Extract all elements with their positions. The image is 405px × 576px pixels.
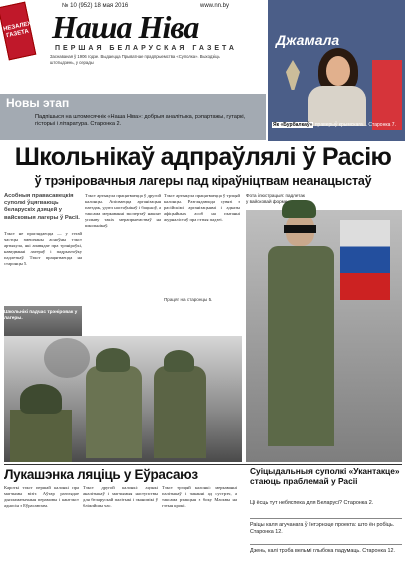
boy-caption: Фота ілюстрацыя: падлетак у вайсковай форме. bbox=[246, 193, 305, 204]
promo-caption bbox=[272, 122, 402, 128]
luk-column-1: Кароткі тэкст першай калонкі пра магчымы візіт. Аўтар разглядае дыпламатычныя перамовы і кантэкст адносін з Еўрасаюзам. bbox=[4, 485, 79, 508]
boy-figure bbox=[268, 246, 334, 446]
helmet-3 bbox=[20, 384, 62, 414]
main-column-3: Тэкст артыкула працягваецца ў трэцяй калонцы. Разглядаюцца сувязі з расійскімі арганізацыямі і адказы афіцыйных асоб на пытанні журналістаў пра гэтыя падзеі. bbox=[164, 193, 240, 222]
issue-number: № 10 (952) 18 мая 2016 bbox=[62, 3, 129, 9]
luk-column-2: Тэкст другой калонкі: ацэнкі аналітыкаў і магчымыя наступствы для беларускай палітыкі і эканомікі ў бліжэйшы час. bbox=[83, 485, 158, 508]
sidebar-item-2[interactable]: Раіцы каля агучанага ў Інтэрнэце проекта: што ён робіць. Старонка 12. bbox=[250, 522, 395, 535]
nova-subtitle: Падпішыся на штомесячнік «Наша Ніва»: добрыя аналітыка, рэпартажы, гутаркі, гісторыі і літаратура. Старонка 2. bbox=[35, 114, 246, 127]
promo-title: Джамала bbox=[276, 32, 340, 48]
singer-face bbox=[326, 56, 350, 86]
stamp-text: НЕЗАЛЕЖНАЯ ГАЗЕТА bbox=[2, 17, 47, 40]
newspaper-title: Наша Ніва bbox=[52, 9, 199, 45]
sidebar-divider-2 bbox=[250, 544, 402, 545]
luk-headline: Лукашэнка ляціць у Еўрасаюз bbox=[4, 467, 198, 482]
section-divider bbox=[4, 464, 402, 465]
luk-column-3: Тэкст трэцяй калонкі: меркаванні палітыкаў і чаканні ад сустрэч, а таксама рэакцыя з боку Масквы на гэтыя крокі. bbox=[162, 485, 237, 508]
russian-flag-graphic bbox=[340, 220, 390, 300]
soldier-figure-2 bbox=[154, 366, 206, 458]
promo-caption-lead: Як «Бурбалкаў» bbox=[273, 122, 313, 128]
flag-graphic bbox=[372, 60, 402, 130]
newspaper-tagline: ПЕРШАЯ БЕЛАРУСКАЯ ГАЗЕТА bbox=[55, 45, 237, 52]
sidebar-title: Суіцыдальныя суполкі «Укантакце» стаюць праблемай у Расіі bbox=[250, 466, 400, 486]
publisher-info: Заснаваная ў 1906 годзе. Выдаецца Прыватнае прадпрыемства «Суполка». Выходзіць штотыдзень, у серады bbox=[50, 54, 220, 65]
helmet-1 bbox=[96, 348, 130, 372]
singer-body bbox=[308, 86, 366, 126]
sidebar-divider-1 bbox=[250, 518, 402, 519]
small-photo-caption: Школьнікі падчас трэніровак у лагеры. bbox=[4, 310, 78, 321]
soldier-figure-1 bbox=[86, 366, 142, 458]
main-column-2: Тэкст артыкула працягваецца ў другой калонцы. Апісваецца арганізацыя паездак, удзел настаўнікаў і бацькоў, а таксама меркаванні экспертаў наконт уплыву такіх мерапрыемстваў на школьнікаў. bbox=[85, 193, 161, 228]
censor-bar bbox=[284, 225, 316, 233]
main-column-1: Тэкст не праглядаецца — у гэтай частцы змешчаны асноўны тэкст артыкула, які апавядае пра трэніроўкі, наведванні лагераў і падрыхтоўку падлеткаў. Тэкст працягваецца на старонцы 5. bbox=[4, 231, 82, 266]
sidebar-item-1[interactable]: Ці ёсць тут небяспека для Беларусі? Старонка 2. bbox=[250, 500, 374, 506]
main-lead: Асобныя правасавецкія суполкі ўцягваюць беларускіх дзяцей у вайсковыя лагеры ў Расіі. bbox=[4, 193, 80, 221]
site-link[interactable]: www.nn.by bbox=[200, 3, 230, 9]
main-subhead: ў трэніровачныя лагеры пад кіраўніцтвам неанацыстаў bbox=[34, 174, 372, 188]
soldier-figure-3 bbox=[10, 410, 72, 462]
continued-note: Працяг на старонцы 5. bbox=[164, 297, 213, 302]
helmet-2 bbox=[164, 350, 194, 372]
main-headline: Школьнікаў адпраўлялі ў Расію bbox=[14, 143, 392, 171]
tree-graphic bbox=[44, 338, 90, 378]
promo-caption-rest: праверыў крымскага... Старонка 7. bbox=[313, 122, 396, 128]
sidebar-item-3[interactable]: Дзень, калі трэба вельмі глыбока падумаць. Старонка 12. bbox=[250, 548, 395, 554]
nova-title: Новы этап bbox=[6, 96, 70, 110]
stamp-logo bbox=[0, 2, 47, 61]
